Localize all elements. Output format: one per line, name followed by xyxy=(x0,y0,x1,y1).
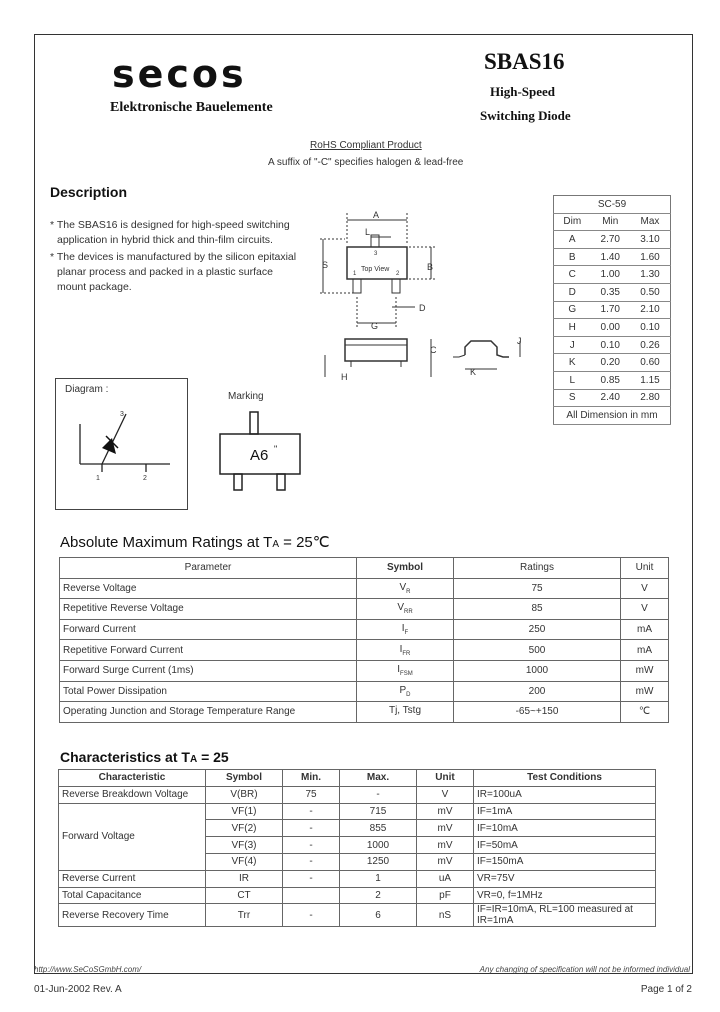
pin-label-1: 1 xyxy=(353,271,357,277)
marking-code: A6 xyxy=(250,447,269,464)
char-cell-max: 1000 xyxy=(340,837,417,854)
abs-symbol-main: I xyxy=(401,623,405,635)
char-cell-min: - xyxy=(283,820,340,837)
abs-cell-symbol xyxy=(357,640,454,661)
dim-cell-dim: C xyxy=(554,266,591,284)
abs-symbol-sub: RR xyxy=(404,609,413,616)
abs-symbol-sub: F xyxy=(404,630,409,637)
dim-cell-max: 0.50 xyxy=(630,283,671,301)
dim-row xyxy=(554,389,671,407)
char-cell-unit: pF xyxy=(417,887,474,904)
char-cell-unit: mV xyxy=(417,803,474,820)
abs-cell-rating: 85 xyxy=(454,599,621,620)
dim-label-b: B xyxy=(427,262,434,272)
dim-cell-dim: G xyxy=(554,301,591,319)
abs-row xyxy=(60,599,669,620)
bullet2-line2: planar process and packed in a plastic surface xyxy=(57,266,273,278)
dim-cell-dim: K xyxy=(554,354,591,372)
dim-row xyxy=(554,319,671,337)
abs-symbol-main: P xyxy=(399,684,407,696)
abs-cell-unit: mW xyxy=(621,660,669,681)
char-title-text: Characteristics at T xyxy=(60,749,190,765)
dim-row xyxy=(554,371,671,389)
char-cell-symbol: CT xyxy=(206,887,283,904)
char-cell-unit: V xyxy=(417,786,474,803)
package-outline-drawing xyxy=(315,205,545,385)
dim-row xyxy=(554,248,671,266)
abs-cell-symbol xyxy=(357,578,454,599)
abs-cell-parameter: Forward Surge Current (1ms) xyxy=(60,660,357,681)
abs-row xyxy=(60,660,669,681)
char-title-sub: A xyxy=(189,754,198,765)
bullet1-line1: * The SBAS16 is designed for high-speed switching xyxy=(50,219,290,231)
dim-label-a: A xyxy=(373,210,380,220)
dim-label-j: J xyxy=(517,336,522,346)
char-col-symbol: Symbol xyxy=(206,770,283,787)
char-row xyxy=(59,803,656,820)
dim-cell-max: 0.10 xyxy=(630,319,671,337)
pin-label-3: 3 xyxy=(374,251,378,257)
body-side-view xyxy=(345,339,407,361)
char-col-min: Min. xyxy=(283,770,340,787)
char-cell-min: - xyxy=(283,853,340,870)
diode-schematic xyxy=(60,400,180,490)
char-cell-unit: uA xyxy=(417,870,474,887)
abs-row xyxy=(60,681,669,702)
abs-symbol-main: V xyxy=(397,602,404,614)
abs-cell-rating: -65~+150 xyxy=(454,702,621,723)
abs-symbol-sub: R xyxy=(406,588,411,595)
abs-cell-symbol xyxy=(357,660,454,681)
dim-cell-min: 0.85 xyxy=(591,371,630,389)
char-cell-symbol: VF(3) xyxy=(206,837,283,854)
char-cell-symbol: Trr xyxy=(206,904,283,927)
char-cell-symbol: VF(1) xyxy=(206,803,283,820)
char-row xyxy=(59,870,656,887)
char-col-characteristic: Characteristic xyxy=(59,770,206,787)
char-cell-characteristic: Forward Voltage xyxy=(59,803,206,870)
bullet2-line3: mount package. xyxy=(57,281,132,293)
abs-cell-symbol xyxy=(357,702,454,723)
dim-cell-max: 1.60 xyxy=(630,248,671,266)
char-row xyxy=(59,887,656,904)
dim-cell-min: 1.70 xyxy=(591,301,630,319)
char-cell-symbol: VF(4) xyxy=(206,853,283,870)
char-cell-max: 715 xyxy=(340,803,417,820)
subtitle-line1: High-Speed xyxy=(490,84,556,99)
dim-cell-dim: D xyxy=(554,283,591,301)
abs-cell-parameter: Operating Junction and Storage Temperature Range xyxy=(60,702,357,723)
dim-cell-min: 2.40 xyxy=(591,389,630,407)
char-cell-characteristic: Reverse Current xyxy=(59,870,206,887)
char-cell-characteristic: Total Capacitance xyxy=(59,887,206,904)
company-logo: secos xyxy=(112,52,247,96)
char-cell-test: IF=50mA xyxy=(474,837,656,854)
char-cell-symbol: VF(2) xyxy=(206,820,283,837)
diagram-pin-3: 3 xyxy=(120,411,124,418)
dim-cell-max: 1.30 xyxy=(630,266,671,284)
char-cell-max: 1 xyxy=(340,870,417,887)
abs-symbol-sub: FSM xyxy=(400,671,413,678)
abs-symbol-main: I xyxy=(399,643,403,655)
dim-row xyxy=(554,301,671,319)
dim-row xyxy=(554,266,671,284)
company-subtitle: Elektronische Bauelemente xyxy=(110,100,273,115)
char-cell-min: - xyxy=(283,803,340,820)
char-col-test: Test Conditions xyxy=(474,770,656,787)
footer-date: 01-Jun-2002 Rev. A xyxy=(34,984,122,995)
dim-cell-max: 2.80 xyxy=(630,389,671,407)
marking-drawing xyxy=(210,410,320,496)
char-cell-max: 855 xyxy=(340,820,417,837)
characteristics-title xyxy=(60,749,229,765)
dim-cell-max: 1.15 xyxy=(630,371,671,389)
pin-label-2: 2 xyxy=(396,271,400,277)
dim-label-k: K xyxy=(470,367,477,377)
dim-cell-dim: J xyxy=(554,336,591,354)
char-title-post: = 25 xyxy=(197,749,229,765)
dim-cell-max: 0.26 xyxy=(630,336,671,354)
dimension-table xyxy=(553,195,671,425)
abs-row xyxy=(60,578,669,599)
dim-cell-dim: A xyxy=(554,231,591,249)
abs-max-title-text: Absolute Maximum Ratings at T xyxy=(60,534,273,551)
char-col-unit: Unit xyxy=(417,770,474,787)
abs-cell-rating: 200 xyxy=(454,681,621,702)
abs-max-title-post: = 25℃ xyxy=(278,534,330,551)
dim-cell-dim: B xyxy=(554,248,591,266)
dim-row xyxy=(554,336,671,354)
description-bullet-2 xyxy=(50,250,296,295)
char-cell-min xyxy=(283,887,340,904)
char-cell-symbol: V(BR) xyxy=(206,786,283,803)
abs-cell-unit: V xyxy=(621,578,669,599)
abs-cell-unit: V xyxy=(621,599,669,620)
char-cell-max: - xyxy=(340,786,417,803)
dim-cell-min: 0.10 xyxy=(591,336,630,354)
part-number: SBAS16 xyxy=(484,49,565,74)
dim-col-dim: Dim xyxy=(554,213,591,231)
abs-row xyxy=(60,619,669,640)
dim-col-max: Max xyxy=(630,213,671,231)
rohs-notice: RoHS Compliant Product xyxy=(310,140,422,151)
dim-label-g: G xyxy=(371,321,379,331)
abs-col-parameter: Parameter xyxy=(60,558,357,579)
abs-col-symbol: Symbol xyxy=(357,558,454,579)
dim-label-c: C xyxy=(430,345,437,355)
dim-cell-min: 1.40 xyxy=(591,248,630,266)
dim-table-package: SC-59 xyxy=(554,196,671,214)
abs-symbol-main: V xyxy=(399,581,407,593)
abs-cell-unit: mA xyxy=(621,640,669,661)
abs-cell-symbol xyxy=(357,619,454,640)
diagram-pin-2: 2 xyxy=(143,475,147,482)
dim-cell-dim: L xyxy=(554,371,591,389)
char-cell-characteristic: Reverse Recovery Time xyxy=(59,904,206,927)
char-cell-min: - xyxy=(283,904,340,927)
char-col-max: Max. xyxy=(340,770,417,787)
footer-page: Page 1 of 2 xyxy=(640,984,692,995)
subtitle-line2: Switching Diode xyxy=(480,108,571,123)
dim-label-l: L xyxy=(365,227,371,237)
dim-cell-max: 3.10 xyxy=(630,231,671,249)
dim-row xyxy=(554,231,671,249)
char-row xyxy=(59,786,656,803)
abs-cell-unit: mA xyxy=(621,619,669,640)
char-cell-unit: mV xyxy=(417,837,474,854)
char-cell-unit: mV xyxy=(417,820,474,837)
abs-symbol-main: I xyxy=(397,664,401,676)
abs-cell-parameter: Total Power Dissipation xyxy=(60,681,357,702)
char-cell-max: 6 xyxy=(340,904,417,927)
char-cell-test: IR=100uA xyxy=(474,786,656,803)
abs-cell-rating: 500 xyxy=(454,640,621,661)
abs-col-unit: Unit xyxy=(621,558,669,579)
abs-col-ratings: Ratings xyxy=(454,558,621,579)
dim-col-min: Min xyxy=(591,213,630,231)
dim-cell-max: 0.60 xyxy=(630,354,671,372)
svg-text:": " xyxy=(274,444,278,454)
char-cell-unit: mV xyxy=(417,853,474,870)
dim-cell-max: 2.10 xyxy=(630,301,671,319)
abs-symbol-sub: FR xyxy=(402,650,411,657)
char-cell-max: 1250 xyxy=(340,853,417,870)
char-cell-min: - xyxy=(283,870,340,887)
suffix-notice: A suffix of "-C" specifies halogen & lead-free xyxy=(268,157,464,168)
abs-symbol-main: Tj, Tstg xyxy=(388,705,422,717)
abs-max-title-sub: A xyxy=(272,539,279,550)
description-title: Description xyxy=(50,184,128,200)
abs-cell-rating: 250 xyxy=(454,619,621,640)
dim-cell-min: 0.35 xyxy=(591,283,630,301)
abs-cell-unit: ℃ xyxy=(621,702,669,723)
footer-notice: Any changing of specification will not be informed individual xyxy=(479,965,690,974)
char-cell-min: - xyxy=(283,837,340,854)
dim-cell-min: 0.20 xyxy=(591,354,630,372)
char-cell-symbol: IR xyxy=(206,870,283,887)
dim-table-footer: All Dimension in mm xyxy=(554,407,671,425)
abs-max-table xyxy=(59,557,669,723)
char-cell-min: 75 xyxy=(283,786,340,803)
dim-cell-dim: S xyxy=(554,389,591,407)
dim-cell-min: 2.70 xyxy=(591,231,630,249)
description-bullet-1 xyxy=(50,218,290,248)
marking-title: Marking xyxy=(228,391,264,402)
diagram-title: Diagram : xyxy=(65,384,109,395)
abs-cell-parameter: Repetitive Forward Current xyxy=(60,640,357,661)
abs-cell-parameter: Reverse Voltage xyxy=(60,578,357,599)
top-view-label: Top View xyxy=(361,266,390,273)
abs-cell-rating: 1000 xyxy=(454,660,621,681)
abs-row xyxy=(60,702,669,723)
dim-cell-min: 0.00 xyxy=(591,319,630,337)
char-cell-max: 2 xyxy=(340,887,417,904)
abs-cell-parameter: Repetitive Reverse Voltage xyxy=(60,599,357,620)
abs-row xyxy=(60,640,669,661)
abs-cell-unit: mW xyxy=(621,681,669,702)
dim-row xyxy=(554,354,671,372)
characteristics-table xyxy=(58,769,656,927)
char-cell-characteristic: Reverse Breakdown Voltage xyxy=(59,786,206,803)
char-cell-test: VR=0, f=1MHz xyxy=(474,887,656,904)
char-cell-test: IF=150mA xyxy=(474,853,656,870)
char-row xyxy=(59,904,656,927)
abs-max-title xyxy=(60,533,330,551)
char-cell-test: IF=10mA xyxy=(474,820,656,837)
bullet2-line1: * The devices is manufactured by the silicon epitaxial xyxy=(50,251,297,263)
footer-url[interactable]: http://www.SeCoSGmbH.com/ xyxy=(34,965,142,974)
bullet1-line2: application in hybrid thick and thin-film circuits. xyxy=(57,234,273,246)
dim-cell-min: 1.00 xyxy=(591,266,630,284)
dim-row xyxy=(554,283,671,301)
char-cell-test: IF=IR=10mA, RL=100 measured at IR=1mA xyxy=(474,904,656,927)
abs-cell-symbol xyxy=(357,599,454,620)
diagram-pin-1: 1 xyxy=(96,475,100,482)
dim-label-h: H xyxy=(341,372,348,382)
abs-symbol-sub: D xyxy=(406,691,411,698)
char-cell-test: VR=75V xyxy=(474,870,656,887)
abs-cell-parameter: Forward Current xyxy=(60,619,357,640)
dim-cell-dim: H xyxy=(554,319,591,337)
abs-cell-symbol xyxy=(357,681,454,702)
dim-label-d: D xyxy=(419,303,426,313)
abs-cell-rating: 75 xyxy=(454,578,621,599)
char-cell-test: IF=1mA xyxy=(474,803,656,820)
dim-label-s: S xyxy=(322,260,329,270)
char-cell-unit: nS xyxy=(417,904,474,927)
